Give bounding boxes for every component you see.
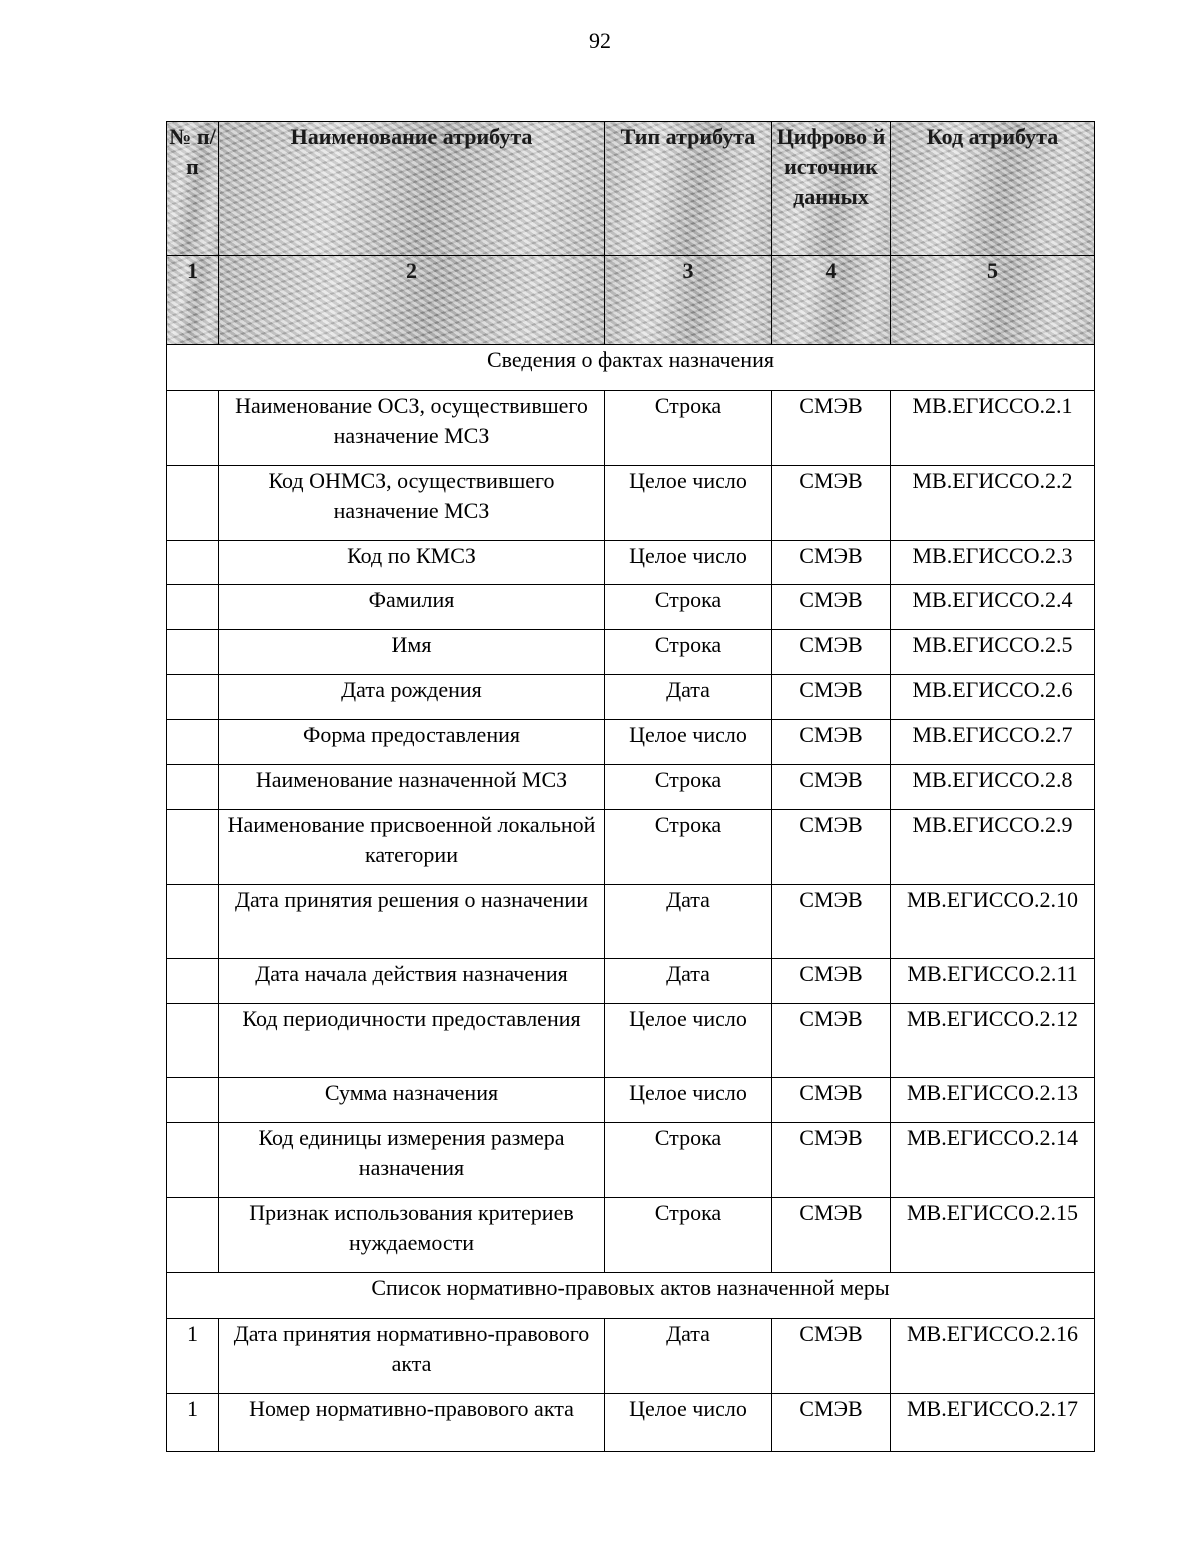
- section-title: Список нормативно-правовых актов назначенной меры: [167, 1273, 1095, 1319]
- attribute-name: Код периодичности предоставления: [219, 1004, 605, 1078]
- attribute-type: Дата: [605, 959, 772, 1004]
- data-source: СМЭВ: [772, 720, 891, 765]
- attribute-type: Строка: [605, 810, 772, 885]
- attribute-code: МВ.ЕГИССО.2.2: [891, 466, 1095, 541]
- row-number: [167, 959, 219, 1004]
- data-source: СМЭВ: [772, 1319, 891, 1394]
- column-number: 2: [219, 256, 605, 345]
- attribute-code: МВ.ЕГИССО.2.14: [891, 1123, 1095, 1198]
- attribute-code: МВ.ЕГИССО.2.13: [891, 1078, 1095, 1123]
- attribute-code: МВ.ЕГИССО.2.1: [891, 391, 1095, 466]
- attribute-type: Целое число: [605, 541, 772, 585]
- attribute-code: МВ.ЕГИССО.2.7: [891, 720, 1095, 765]
- attribute-code: МВ.ЕГИССО.2.3: [891, 541, 1095, 585]
- row-number: [167, 585, 219, 630]
- table-row: [167, 720, 1095, 765]
- attribute-type: Целое число: [605, 720, 772, 765]
- attribute-type: Строка: [605, 391, 772, 466]
- attribute-type: Строка: [605, 630, 772, 675]
- row-number: [167, 765, 219, 810]
- attribute-name: Номер нормативно-правового акта: [219, 1394, 605, 1452]
- data-source: СМЭВ: [772, 810, 891, 885]
- header-number: № п/ п: [167, 122, 219, 256]
- attribute-type: Целое число: [605, 466, 772, 541]
- attribute-type: Дата: [605, 1319, 772, 1394]
- attribute-type: Дата: [605, 885, 772, 959]
- table-row: [167, 630, 1095, 675]
- table-row: [167, 810, 1095, 885]
- data-source: СМЭВ: [772, 1123, 891, 1198]
- column-number: 4: [772, 256, 891, 345]
- attribute-code: МВ.ЕГИССО.2.9: [891, 810, 1095, 885]
- row-number: [167, 720, 219, 765]
- attribute-name: Наименование присвоенной локальной категории: [219, 810, 605, 885]
- row-number: [167, 1198, 219, 1273]
- table-row: [167, 1004, 1095, 1078]
- attribute-type: Целое число: [605, 1394, 772, 1452]
- data-source: СМЭВ: [772, 885, 891, 959]
- row-number: [167, 391, 219, 466]
- attribute-type: Строка: [605, 1123, 772, 1198]
- attribute-name: Дата начала действия назначения: [219, 959, 605, 1004]
- table-row: [167, 466, 1095, 541]
- header-name: Наименование атрибута: [219, 122, 605, 256]
- table-row: [167, 585, 1095, 630]
- attribute-code: МВ.ЕГИССО.2.16: [891, 1319, 1095, 1394]
- attribute-name: Наименование назначенной МСЗ: [219, 765, 605, 810]
- data-source: СМЭВ: [772, 1394, 891, 1452]
- table-row: [167, 885, 1095, 959]
- column-number: 5: [891, 256, 1095, 345]
- row-number: [167, 1004, 219, 1078]
- attribute-name: Признак использования критериев нуждаемости: [219, 1198, 605, 1273]
- attribute-code: МВ.ЕГИССО.2.17: [891, 1394, 1095, 1452]
- table-row: [167, 391, 1095, 466]
- table-row: [167, 1123, 1095, 1198]
- attribute-name: Код по КМСЗ: [219, 541, 605, 585]
- row-number: [167, 675, 219, 720]
- attribute-code: МВ.ЕГИССО.2.6: [891, 675, 1095, 720]
- row-number: [167, 810, 219, 885]
- attribute-name: Код единицы измерения размера назначения: [219, 1123, 605, 1198]
- header-source: Цифрово й источник данных: [772, 122, 891, 256]
- attribute-code: МВ.ЕГИССО.2.10: [891, 885, 1095, 959]
- attribute-name: Дата принятия решения о назначении: [219, 885, 605, 959]
- row-number: [167, 1078, 219, 1123]
- table-row: [167, 1198, 1095, 1273]
- data-source: СМЭВ: [772, 1004, 891, 1078]
- attribute-name: Код ОНМСЗ, осуществившего назначение МСЗ: [219, 466, 605, 541]
- table-row: [167, 1319, 1095, 1394]
- header-type: Тип атрибута: [605, 122, 772, 256]
- attribute-code: МВ.ЕГИССО.2.12: [891, 1004, 1095, 1078]
- data-source: СМЭВ: [772, 585, 891, 630]
- section-header-row: [167, 345, 1095, 391]
- row-number: 1: [167, 1394, 219, 1452]
- table-row: [167, 1078, 1095, 1123]
- attribute-name: Сумма назначения: [219, 1078, 605, 1123]
- header-row: [167, 122, 1095, 256]
- row-number: 1: [167, 1319, 219, 1394]
- row-number: [167, 630, 219, 675]
- attribute-code: МВ.ЕГИССО.2.15: [891, 1198, 1095, 1273]
- attribute-code: МВ.ЕГИССО.2.8: [891, 765, 1095, 810]
- attribute-name: Дата рождения: [219, 675, 605, 720]
- table-row: [167, 541, 1095, 585]
- row-number: [167, 1123, 219, 1198]
- row-number: [167, 466, 219, 541]
- attribute-code: МВ.ЕГИССО.2.4: [891, 585, 1095, 630]
- data-source: СМЭВ: [772, 466, 891, 541]
- table-row: [167, 959, 1095, 1004]
- row-number: [167, 885, 219, 959]
- attribute-type: Строка: [605, 765, 772, 810]
- column-number: 3: [605, 256, 772, 345]
- section-header-row: [167, 1273, 1095, 1319]
- data-source: СМЭВ: [772, 391, 891, 466]
- attribute-type: Строка: [605, 585, 772, 630]
- data-source: СМЭВ: [772, 630, 891, 675]
- header-code: Код атрибута: [891, 122, 1095, 256]
- column-number: 1: [167, 256, 219, 345]
- page-number: 92: [589, 28, 611, 53]
- attribute-name: Имя: [219, 630, 605, 675]
- attribute-code: МВ.ЕГИССО.2.11: [891, 959, 1095, 1004]
- attribute-name: Дата принятия нормативно-правового акта: [219, 1319, 605, 1394]
- attribute-name: Наименование ОСЗ, осуществившего назначение МСЗ: [219, 391, 605, 466]
- data-source: СМЭВ: [772, 959, 891, 1004]
- data-source: СМЭВ: [772, 541, 891, 585]
- data-source: СМЭВ: [772, 1198, 891, 1273]
- attribute-type: Строка: [605, 1198, 772, 1273]
- table-row: [167, 1394, 1095, 1452]
- data-source: СМЭВ: [772, 675, 891, 720]
- attribute-name: Форма предоставления: [219, 720, 605, 765]
- section-title: Сведения о фактах назначения: [167, 345, 1095, 391]
- table-row: [167, 675, 1095, 720]
- column-number-row: [167, 256, 1095, 345]
- table-row: [167, 765, 1095, 810]
- attribute-type: Целое число: [605, 1078, 772, 1123]
- attribute-type: Целое число: [605, 1004, 772, 1078]
- attributes-table: [166, 121, 1095, 1452]
- attribute-type: Дата: [605, 675, 772, 720]
- attribute-code: МВ.ЕГИССО.2.5: [891, 630, 1095, 675]
- row-number: [167, 541, 219, 585]
- data-source: СМЭВ: [772, 1078, 891, 1123]
- data-source: СМЭВ: [772, 765, 891, 810]
- attribute-name: Фамилия: [219, 585, 605, 630]
